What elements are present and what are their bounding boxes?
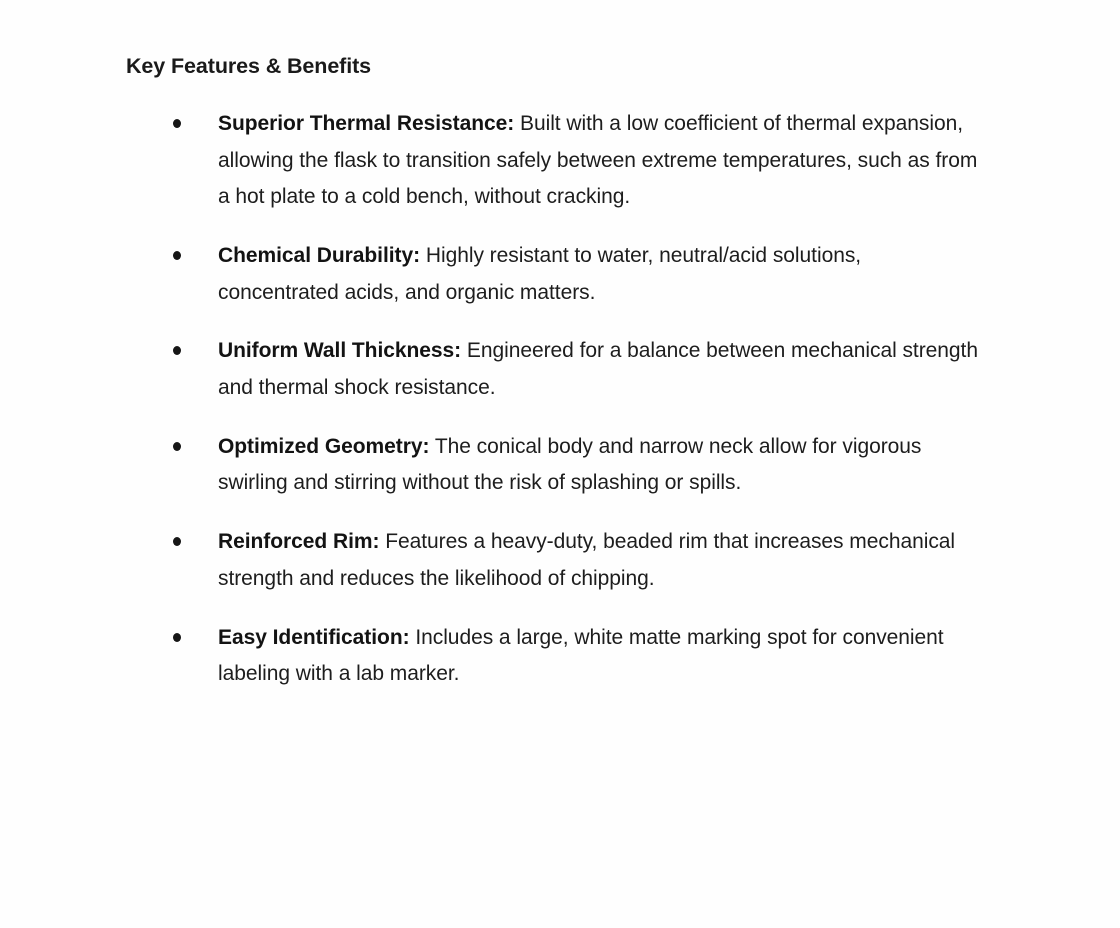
bullet-point-icon [173,119,181,128]
list-item [126,620,986,693]
bullet-point-icon [173,537,181,546]
feature-term: Easy Identification: [218,625,410,649]
list-item [126,106,986,216]
bullet-point-icon [173,251,181,260]
feature-description: The conical body and narrow neck allow for vigorous swirling and stirring without the risk of splashing or spills. [218,434,922,495]
page-title: Key Features & Benefits [126,54,372,78]
list-item [126,238,986,311]
key-features-section [126,54,986,693]
feature-description: Includes a large, white matte marking spot for convenient labeling with a lab marker. [218,625,944,686]
feature-term: Chemical Durability: [218,243,421,267]
feature-term: Uniform Wall Thickness: [218,339,462,363]
feature-benefit-list [126,106,986,693]
feature-description: Features a heavy-duty, beaded rim that increases mechanical strength and reduces the likelihood of chipping. [218,530,956,590]
list-item [126,429,986,502]
list-item [126,524,986,597]
list-item [126,333,986,406]
feature-term: Optimized Geometry: [218,434,430,458]
feature-description: Built with a low coefficient of thermal expansion, allowing the flask to transition safely between extreme temperatures, such as from a hot plate to a cold bench, without cracking. [218,111,978,209]
feature-term: Superior Thermal Resistance: [218,111,515,135]
bullet-point-icon [173,346,181,355]
feature-term: Reinforced Rim: [218,530,380,554]
feature-description: Engineered for a balance between mechanical strength and thermal shock resistance. [218,339,978,400]
bullet-point-icon [173,442,181,451]
bullet-point-icon [173,633,181,642]
feature-description: Highly resistant to water, neutral/acid solutions, concentrated acids, and organic matters. [218,243,862,304]
